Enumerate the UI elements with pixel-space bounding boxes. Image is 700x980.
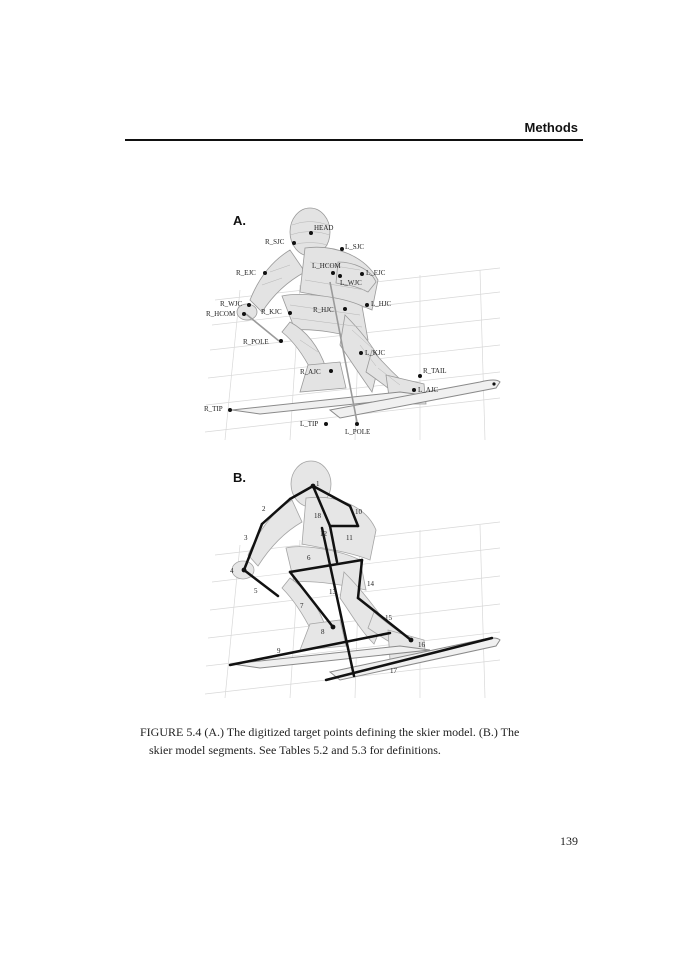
point-l-pole — [355, 422, 359, 426]
point-l-hcom — [331, 271, 335, 275]
label-l-kjc: L_KJC — [365, 349, 386, 357]
label-l-ajc: L_AJC — [418, 386, 439, 394]
point-r-ejc — [263, 271, 267, 275]
segment-6: 6 — [307, 554, 311, 562]
segment-13: 13 — [329, 588, 336, 596]
segment-5: 5 — [254, 587, 258, 595]
point-l-sjc — [340, 247, 344, 251]
figure-caption — [140, 723, 570, 759]
segment-15: 15 — [385, 614, 392, 622]
point-r-kjc — [288, 311, 292, 315]
point-r-hjc — [343, 307, 347, 311]
segment-18: 18 — [314, 512, 321, 520]
point-l-wjc — [338, 274, 342, 278]
segment-9: 9 — [277, 647, 281, 655]
segment-4: 4 — [230, 567, 234, 575]
segment-16: 16 — [418, 641, 425, 649]
segment-11: 11 — [346, 534, 353, 542]
label-r-hcom: R_HCOM — [206, 310, 236, 318]
label-r-ajc: R_AJC — [300, 368, 321, 376]
point-l-kjc — [359, 351, 363, 355]
caption-line-2: skier model segments. See Tables 5.2 and 5.3 for definitions. — [149, 743, 441, 757]
panel-a-skis — [232, 380, 500, 418]
point-r-wjc — [247, 303, 251, 307]
point-l-ejc — [360, 272, 364, 276]
label-l-hcom: L_HCOM — [312, 262, 341, 270]
running-header: Methods — [524, 120, 578, 135]
label-l-pole: L_POLE — [345, 428, 371, 436]
label-r-tip: R_TIP — [204, 405, 223, 413]
label-l-sjc: L_SJC — [345, 243, 365, 251]
label-l-ejc: L_EJC — [366, 269, 386, 277]
page-number: 139 — [560, 834, 578, 848]
label-r-kjc: R_KJC — [261, 308, 282, 316]
point-l-tip — [324, 422, 328, 426]
point-l-ajc — [412, 388, 416, 392]
label-r-wjc: R_WJC — [220, 300, 243, 308]
segment-8: 8 — [321, 628, 325, 636]
segment-1: 1 — [316, 480, 320, 488]
point-r-tail — [418, 374, 422, 378]
point-r-ajc — [329, 369, 333, 373]
label-r-hjc: R_HJC — [313, 306, 334, 314]
label-r-ejc: R_EJC — [236, 269, 256, 277]
point-r-sjc — [292, 241, 296, 245]
segment-3: 3 — [244, 534, 248, 542]
segment-12: 12 — [320, 530, 327, 538]
segment-14: 14 — [367, 580, 374, 588]
point-ski-end — [492, 382, 495, 385]
point-l-hjc — [365, 303, 369, 307]
segment-7: 7 — [300, 602, 304, 610]
label-l-tip: L_TIP — [300, 420, 319, 428]
label-head: HEAD — [314, 224, 334, 232]
point-r-hcom — [242, 312, 246, 316]
label-r-sjc: R_SJC — [265, 238, 285, 246]
point-r-pole — [279, 339, 283, 343]
point-r-tip — [228, 408, 232, 412]
panel-b-label: B. — [233, 470, 246, 485]
segment-10: 10 — [355, 508, 362, 516]
panel-a-label: A. — [233, 213, 246, 228]
label-r-pole: R_POLE — [243, 338, 269, 346]
label-r-tail: R_TAIL — [423, 367, 447, 375]
segment-17: 17 — [390, 667, 397, 675]
label-l-hjc: L_HJC — [371, 300, 392, 308]
panel-b-skis — [232, 638, 500, 680]
point-head — [309, 231, 313, 235]
segment-2: 2 — [262, 505, 266, 513]
label-l-wjc: L_WJC — [340, 279, 362, 287]
caption-line-1: FIGURE 5.4 (A.) The digitized target points defining the skier model. (B.) The — [140, 725, 520, 739]
